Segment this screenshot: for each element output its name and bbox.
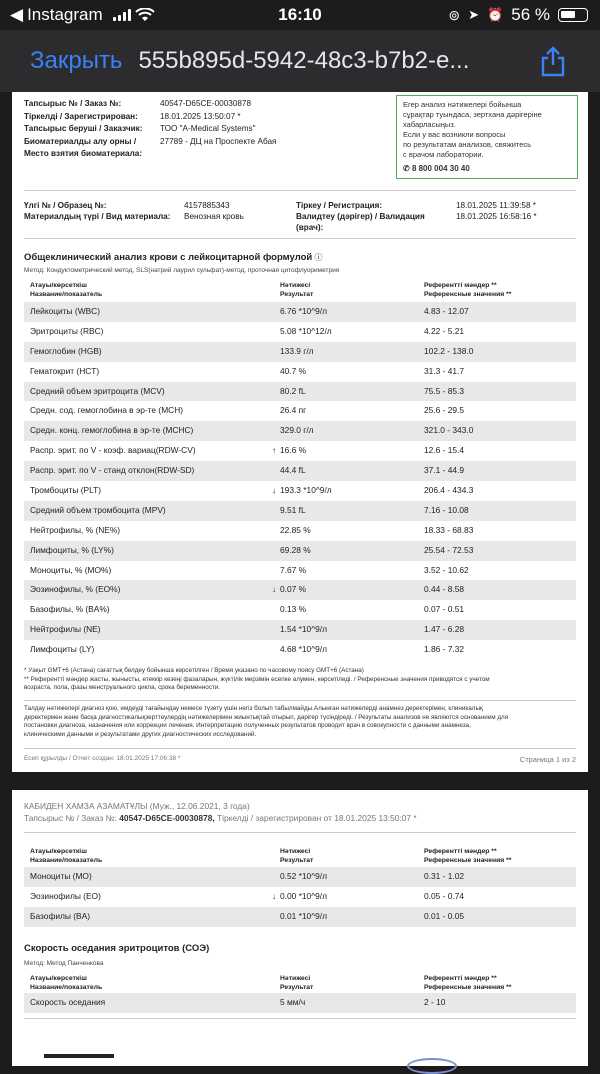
test-name: Эозинофилы, % (EO%) [30, 584, 121, 595]
lab-phone-number: 8 800 004 30 40 [411, 164, 470, 173]
test-result: 7.67 % [280, 564, 307, 575]
validation-label: Валидтеу (дәрігер) / Валидация [296, 212, 425, 221]
test-result: 1.54 *10^9/л [280, 624, 328, 635]
col-name-kz: Атауы/көрсеткіш [30, 975, 87, 982]
divider [24, 238, 576, 239]
order-label: Тапсырыс № / Заказ №: [24, 813, 117, 823]
test-result: 0.01 *10^9/л [280, 910, 328, 921]
order-line [24, 812, 417, 824]
flag-icon: ↑ [272, 446, 276, 456]
section-method: Метод: Кондуктометрический метод, SLS(натрий лаурил сульфат)-метод, проточная цитофлуориметрия [24, 267, 340, 274]
stamp-partial [407, 1058, 457, 1074]
patient-header [24, 800, 417, 824]
test-name: Средний объем эритроцита (MCV) [30, 385, 165, 396]
table-row [24, 640, 576, 660]
divider [24, 1018, 576, 1019]
test-result: 80.2 fL [280, 385, 306, 396]
table-row [24, 401, 576, 421]
test-name: Лейкоциты (WBC) [30, 306, 101, 316]
footnote: * Уақыт GMT+6 (Астана) сағаттық белдеу бойынша көрсетілген / Время указано по часовому поясу GMT+6 (Астана) [24, 667, 364, 674]
test-name: Лимфоциты (LY) [30, 644, 95, 655]
table-row [24, 441, 576, 461]
test-result: 16.6 % [280, 445, 307, 456]
test-ref: 18.33 - 68.83 [424, 524, 474, 535]
col-result-kz: Нәтижесі [280, 848, 311, 855]
test-result: 0.00 *10^9/л [280, 890, 328, 901]
footnote: возраста, пола, фазы менструального цикла, срока беременности. [24, 684, 221, 692]
test-ref: 1.86 - 7.32 [424, 644, 465, 655]
col-ref-header [424, 282, 511, 299]
table-row [24, 867, 576, 887]
test-name: Гемоглобин (HGB) [30, 345, 102, 356]
table-row [24, 302, 576, 322]
test-name: Нейтрофилы, % (NE%) [30, 524, 121, 535]
test-name: Эозинофилы (EO) [30, 890, 101, 901]
header-value [160, 148, 390, 161]
document-page-2[interactable] [12, 790, 588, 1066]
registration-value: 18.01.2025 11:39:58 * [456, 201, 536, 210]
test-result: 69.28 % [280, 544, 311, 555]
test-ref: 2 - 10 [424, 997, 446, 1007]
disclaimer-line: клиническими данными и результатами других диагностических исследований. [24, 730, 257, 738]
results-table-2 [24, 867, 576, 927]
footnote: ** Референтті мәндер жасты, жынысты, етеккір кезеңі фазаларын, жүктілік мерзімін есепке алумен, көрсетіледі. / Референсные значения приводятся с учетом [24, 675, 490, 683]
col-name-header [30, 975, 102, 992]
patient-name: КАБИДЕН ХАМЗА АЗАМАТҰЛЫ (Муж., 12.06.2021, 3 года) [24, 801, 250, 811]
section-title-text: Общеклинический анализ крови с лейкоцитарной формулой [24, 252, 313, 263]
order-registered: Тіркелді / зарегистрирован от 18.01.2025 13:50:07 * [217, 813, 417, 823]
test-result: 44.4 fL [280, 465, 306, 476]
test-result: 0.13 % [280, 604, 307, 615]
test-name: Нейтрофилы (NE) [30, 624, 101, 635]
header-value: 27789 - ДЦ на Проспекте Абая [160, 136, 277, 146]
order-number: 40547-D65CE-00030878, [119, 813, 215, 823]
material-label: Материалдың түрі / Вид материала: [24, 212, 171, 221]
contact-text: Если у вас возникли вопросы [403, 130, 506, 139]
col-name-kz: Атауы/көрсеткіш [30, 848, 87, 855]
header-key: Тапсырыс № / Заказ №: [24, 99, 122, 108]
table-row [24, 907, 576, 927]
battery-percent: 56 % [511, 5, 550, 24]
disclaimer-line: Талдау нәтижелері диагноз қою, емдеуді тағайындау немесе түзету үшін негіз болып табылмайды.Алынған нәтижелерді анамнез деректерімен, клиникалық [24, 705, 483, 712]
table-row [24, 501, 576, 521]
clock: 16:10 [278, 5, 322, 24]
header-value: ТОО "A-Medical Systems" [160, 124, 256, 133]
lock-rotation-icon: ⊚ [448, 6, 461, 23]
header-key: Тапсырыс беруші / Заказчик: [24, 124, 143, 133]
test-name: Средн. конц. гемоглобина в эр-те (MCHC) [30, 425, 194, 436]
registration-label: Тіркеу / Регистрация: [296, 201, 383, 210]
test-ref: 0.31 - 1.02 [424, 871, 465, 881]
contact-text: Егер анализ нәтижелері бойынша [403, 100, 522, 109]
test-result: 5 мм/ч [280, 997, 306, 1007]
table-row [24, 993, 576, 1013]
col-result-header [280, 848, 313, 865]
table-row [24, 322, 576, 342]
test-name: Средн. сод. гемоглобина в эр-те (MCH) [30, 405, 184, 416]
footnotes [24, 667, 576, 693]
col-result-kz: Нәтижесі [280, 282, 311, 289]
sample-id-label: Үлгі № / Образец №: [24, 201, 107, 210]
test-result: 9.51 fL [280, 504, 306, 515]
test-result: 26.4 пг [280, 405, 307, 416]
results-table [24, 302, 576, 660]
divider [24, 190, 576, 191]
divider [24, 700, 576, 701]
disclaimer [24, 705, 576, 739]
test-name: Базофилы (BA) [30, 910, 91, 921]
location-icon: ➤ [468, 7, 480, 22]
results-table-esr [24, 993, 576, 1013]
test-ref: 3.52 - 10.62 [424, 564, 469, 575]
close-button[interactable]: Закрыть [30, 47, 123, 74]
test-name: Распр. эрит. по V - коэф. вариац(RDW-CV) [30, 445, 196, 456]
header-key: Тіркелді / Зарегистрирован: [24, 111, 138, 121]
col-ref-ru: Референсные значения ** [424, 983, 512, 991]
table-row [24, 561, 576, 581]
page-footer [24, 755, 576, 762]
test-name: Тромбоциты (PLT) [30, 485, 102, 496]
test-ref: 75.5 - 85.3 [424, 385, 465, 396]
test-name: Базофилы, % (BA%) [30, 604, 110, 615]
test-result: 193.3 *10^9/л [280, 485, 332, 496]
table-row [24, 421, 576, 441]
col-result-kz: Нәтижесі [280, 975, 311, 982]
test-ref: 7.16 - 10.08 [424, 504, 469, 515]
test-name: Средний объем тромбоцита (MPV) [30, 504, 166, 515]
test-name: Распр. эрит. по V - станд отклон(RDW-SD) [30, 465, 195, 476]
test-result: 40.7 % [280, 365, 307, 376]
table-row [24, 600, 576, 620]
validation-label-2: (врач): [296, 223, 324, 232]
col-name-kz: Атауы/көрсеткіш [30, 282, 87, 289]
lab-phone[interactable] [403, 164, 571, 174]
test-ref: 102.2 - 138.0 [424, 345, 474, 356]
test-result: 5.08 *10^12/л [280, 325, 332, 336]
col-ref-ru: Референсные значения ** [424, 290, 512, 298]
test-ref: 1.47 - 6.28 [424, 624, 465, 635]
col-result-ru: Результат [280, 856, 314, 864]
table-row [24, 481, 576, 501]
test-ref: 0.07 - 0.51 [424, 604, 465, 615]
disclaimer-line: постановки диагноза, назначения или коррекции лечения. Интерпретацию полученных результатов проводит врач в совокупности с данными анамнеза, [24, 722, 471, 730]
info-icon[interactable]: ⓘ [312, 253, 323, 262]
test-ref: 31.3 - 41.7 [424, 365, 465, 376]
divider [24, 748, 576, 749]
flag-icon: ↓ [272, 486, 276, 496]
col-name-header [30, 282, 102, 299]
test-result: 329.0 г/л [280, 425, 314, 436]
col-result-header [280, 282, 313, 299]
battery-icon [558, 8, 588, 22]
table-row [24, 342, 576, 362]
back-app-label: Instagram [27, 5, 103, 24]
header-value: 40547-D65CE-00030878 [160, 99, 252, 108]
test-name: Скорость оседания [30, 997, 106, 1007]
test-name: Лимфоциты, % (LY%) [30, 544, 114, 555]
alarm-icon: ⏰ [487, 7, 504, 22]
col-name-ru: Название/показатель [30, 290, 103, 298]
test-ref: 12.6 - 15.4 [424, 445, 465, 456]
material-value: Венозная кровь [184, 212, 244, 221]
test-result: 0.52 *10^9/л [280, 871, 328, 881]
document-page-1[interactable] [12, 92, 588, 772]
contact-text: с врачом лаборатории. [403, 150, 484, 159]
disclaimer-line: деректермен және басқа диагностикалықзерттеулердің нәтижелерімен жиынтықтай отырып, дәрігер түсіндіреді. / Результаты анализов не являются основанием для [24, 713, 509, 721]
section-title-esr: Скорость оседания эритроцитов (СОЭ) [24, 943, 210, 954]
test-ref: 4.83 - 12.07 [424, 306, 469, 316]
flag-icon: ↓ [272, 585, 276, 595]
share-icon[interactable] [538, 45, 568, 77]
header-key: Биоматериалды алу орны / [24, 136, 137, 146]
col-ref-header [424, 848, 511, 865]
test-name: Моноциты (MO) [30, 871, 92, 881]
test-result: 133.9 г/л [280, 345, 314, 356]
table-row [24, 541, 576, 561]
test-name: Эритроциты (RBC) [30, 325, 104, 336]
back-chevron-icon: ◀ [10, 5, 24, 24]
page-number: Страница 1 из 2 [519, 755, 576, 764]
status-bar [0, 0, 600, 30]
test-ref: 0.05 - 0.74 [424, 890, 465, 901]
test-ref: 321.0 - 343.0 [424, 425, 474, 436]
test-name: Гематокрит (HCT) [30, 365, 100, 376]
header-value: 18.01.2025 13:50:07 * [160, 111, 241, 121]
col-name-ru: Название/показатель [30, 856, 103, 864]
test-result: 6.76 *10^9/л [280, 306, 328, 316]
table-row [24, 382, 576, 402]
col-name-ru: Название/показатель [30, 983, 103, 991]
sample-id-value: 4157885343 [184, 201, 230, 210]
phone-icon: ✆ [403, 164, 412, 173]
section-title [24, 252, 322, 263]
col-ref-header [424, 975, 511, 992]
section-method-esr: Метод: Метод Панченкова [24, 960, 104, 967]
col-result-header [280, 975, 313, 992]
table-row [24, 461, 576, 481]
table-row [24, 362, 576, 382]
col-ref-kz: Референтті мәндер ** [424, 282, 497, 289]
report-created: Есеп құрылды / Отчет создан: 18.01.2025 17:06:38 * [24, 755, 181, 762]
table-row [24, 620, 576, 640]
lab-contact-box [396, 95, 578, 179]
flag-icon: ↓ [272, 891, 276, 901]
col-result-ru: Результат [280, 983, 314, 991]
col-ref-kz: Референтті мәндер ** [424, 848, 497, 855]
col-ref-kz: Референтті мәндер ** [424, 975, 497, 982]
col-ref-ru: Референсные значения ** [424, 856, 512, 864]
test-ref: 0.44 - 8.58 [424, 584, 465, 595]
contact-text: сұрақтар туындаса, зертхана дәрігеріне [403, 110, 542, 119]
document-title: 555b895d-5942-48c3-b7b2-e... [138, 47, 470, 74]
viewer-nav-bar [0, 30, 600, 92]
header-key: Место взятия биоматериала: [24, 149, 143, 158]
test-ref: 206.4 - 434.3 [424, 485, 474, 496]
table-row [24, 521, 576, 541]
test-ref: 25.54 - 72.53 [424, 544, 474, 555]
test-ref: 4.22 - 5.21 [424, 325, 465, 336]
test-ref: 37.1 - 44.9 [424, 465, 465, 476]
test-result: 22.85 % [280, 524, 311, 535]
col-name-header [30, 848, 102, 865]
divider [24, 832, 576, 833]
contact-text: по результатам анализов, свяжитесь [403, 140, 532, 149]
test-result: 4.68 *10^9/л [280, 644, 328, 655]
order-header [24, 98, 390, 161]
test-result: 0.07 % [280, 584, 307, 595]
logo-partial [44, 1054, 114, 1066]
contact-text: хабарласыңыз. [403, 120, 456, 129]
validation-value: 18.01.2025 16:58:16 * [456, 212, 537, 221]
table-row [24, 580, 576, 600]
col-result-ru: Результат [280, 290, 314, 298]
test-name: Моноциты, % (MO%) [30, 564, 112, 575]
table-row [24, 887, 576, 907]
test-ref: 0.01 - 0.05 [424, 910, 465, 921]
test-ref: 25.6 - 29.5 [424, 405, 465, 416]
